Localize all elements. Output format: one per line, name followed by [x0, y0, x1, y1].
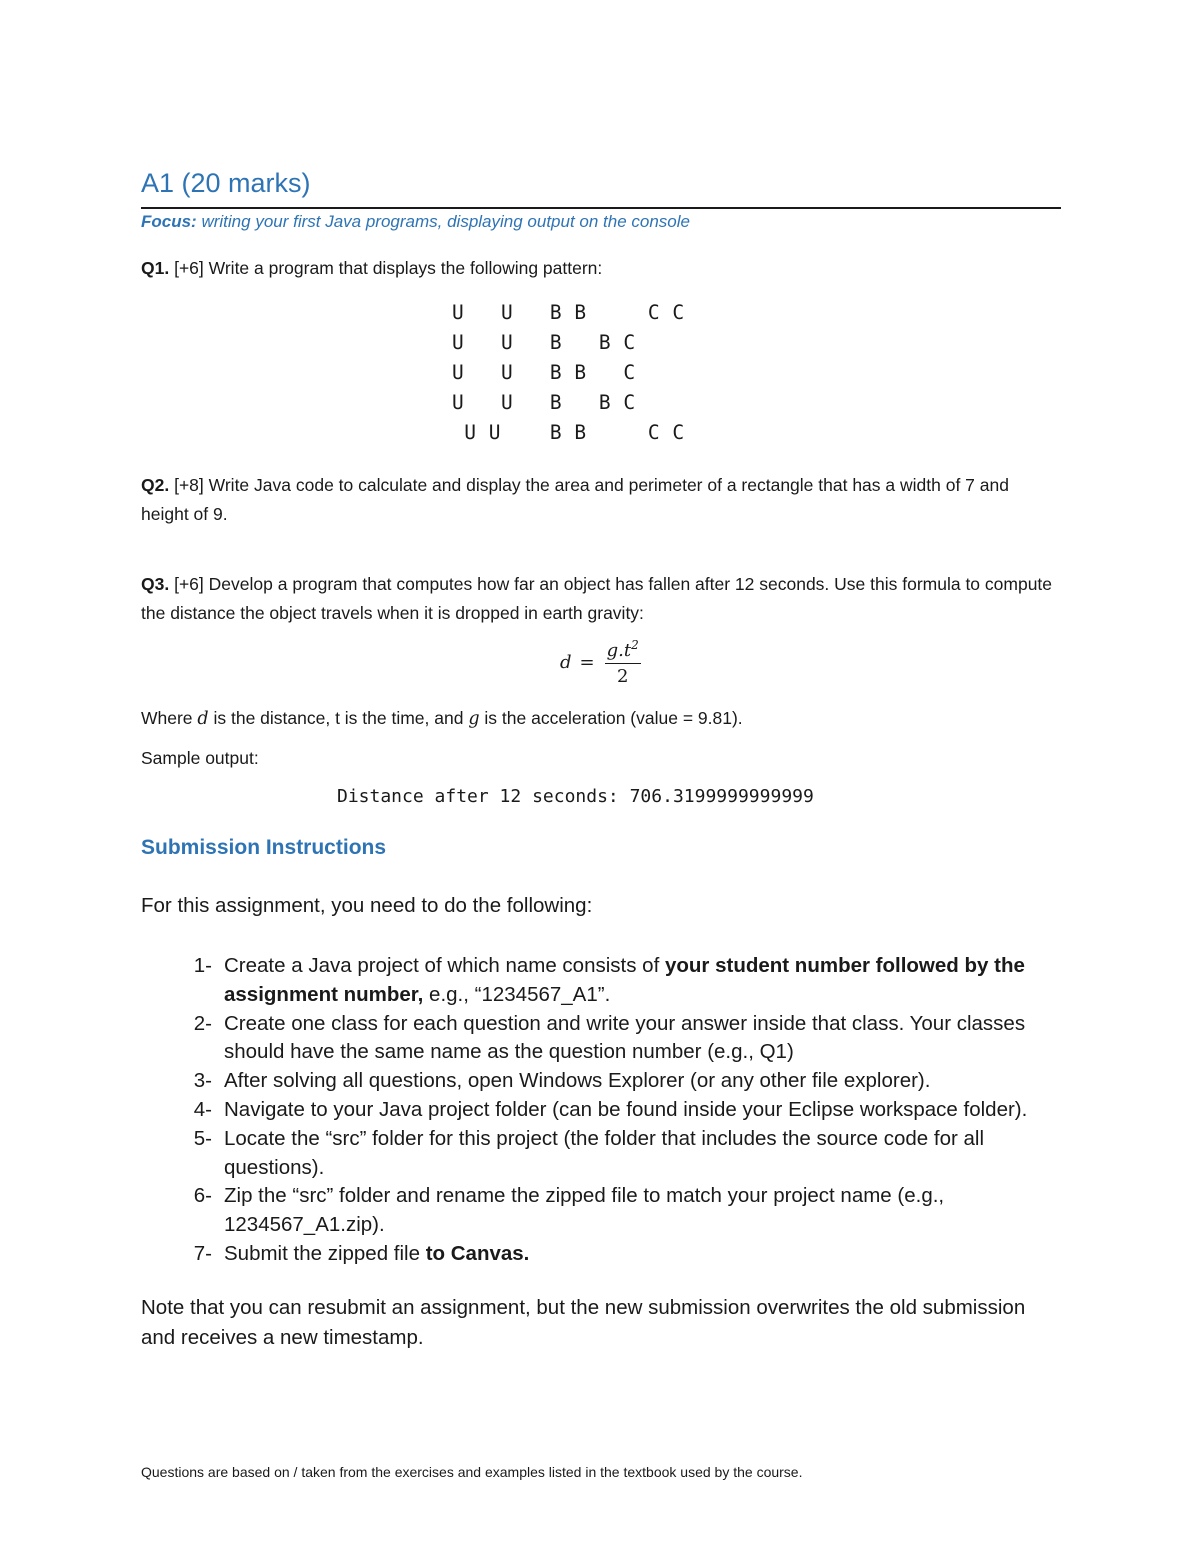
submission-intro: For this assignment, you need to do the following:	[141, 894, 593, 917]
step-text-part: e.g., “1234567_A1”.	[423, 982, 611, 1006]
submission-steps	[141, 952, 1061, 1269]
focus-line	[141, 212, 690, 232]
formula-numerator	[605, 638, 641, 664]
list-item	[141, 952, 1061, 1010]
q2-label: Q2.	[141, 475, 170, 495]
pattern-row: U U B B C C	[452, 301, 685, 324]
list-item	[141, 1067, 1061, 1096]
step-number: 1-	[193, 954, 212, 977]
step-text: Navigate to your Java project folder (can be found inside your Eclipse workspace folder).	[224, 1097, 1028, 1121]
title-divider	[141, 207, 1061, 209]
where-text: is the acceleration (value = 9.81).	[479, 708, 743, 728]
formula-exponent: 2	[631, 638, 639, 652]
q2-text: Write Java code to calculate and display the area and perimeter of a rectangle that has a width of 7 and height of 9.	[141, 475, 1009, 524]
distance-formula	[560, 638, 641, 687]
list-item	[141, 1010, 1061, 1068]
sample-output: Distance after 12 seconds: 706.3199999999999	[337, 786, 814, 807]
q3-marks: [+6]	[174, 574, 204, 594]
formula-equals: =	[579, 652, 595, 673]
step-text: Create one class for each question and write your answer inside that class. Your classes should have the same name as the question number (e.g., Q1)	[224, 1011, 1026, 1064]
q2-marks: [+8]	[174, 475, 204, 495]
step-number: 2-	[193, 1011, 212, 1035]
focus-label: Focus:	[141, 212, 197, 231]
step-number: 7-	[193, 1241, 212, 1265]
q1-text: Write a program that displays the following pattern:	[208, 258, 603, 278]
formula-lhs: d	[560, 652, 572, 673]
where-text: Where	[141, 708, 198, 728]
step-text: Locate the “src” folder for this project (the folder that includes the source code for all questions).	[224, 1126, 985, 1179]
formula-explanation	[141, 704, 743, 734]
page-footer: Questions are based on / taken from the exercises and examples listed in the textbook used by the course.	[141, 1464, 803, 1480]
var-d: d	[197, 709, 209, 729]
list-item	[141, 1125, 1061, 1183]
step-text-part: Submit the zipped file	[224, 1241, 426, 1265]
q1-label: Q1.	[141, 258, 170, 278]
q3-label: Q3.	[141, 574, 170, 594]
step-text: Zip the “src” folder and rename the zipped file to match your project name (e.g., 1234567_A1.zip).	[224, 1184, 945, 1237]
step-text	[224, 1240, 1061, 1269]
step-number: 4-	[193, 1097, 212, 1121]
step-text-part: Create a Java project of which name consists of	[224, 954, 665, 977]
step-number: 5-	[193, 1126, 212, 1150]
step-bold-part: to Canvas.	[425, 1241, 530, 1265]
focus-text: writing your first Java programs, displaying output on the console	[201, 212, 690, 231]
pattern-row: U U B B C	[452, 361, 685, 384]
question-3	[141, 570, 1061, 628]
submission-heading: Submission Instructions	[141, 836, 387, 859]
q3-text: Develop a program that computes how far an object has fallen after 12 seconds. Use this formula to compute the distance the object travels when it is dropped in earth gravity:	[141, 574, 1053, 623]
step-number: 6-	[193, 1184, 212, 1208]
step-number: 3-	[193, 1069, 212, 1093]
where-text: is the distance, t is the time, and	[208, 708, 469, 728]
formula-denominator: 2	[616, 666, 629, 687]
list-item	[141, 1240, 1061, 1269]
pattern-row: U U B B C C	[452, 421, 685, 444]
formula-fraction	[605, 638, 641, 687]
question-2	[141, 471, 1061, 529]
question-1	[141, 254, 602, 283]
list-item	[141, 1182, 1061, 1240]
list-item	[141, 1096, 1061, 1125]
pattern-row: U U B B C	[452, 331, 685, 354]
q1-marks: [+6]	[174, 258, 204, 278]
numerator-text: g.t	[606, 640, 632, 661]
resubmission-note: Note that you can resubmit an assignment, but the new submission overwrites the old submission and receives a new timestamp.	[141, 1296, 1026, 1349]
step-text: After solving all questions, open Windows Explorer (or any other file explorer).	[224, 1069, 931, 1093]
step-bold-part: your student number followed by the assignment number,	[224, 954, 1025, 1006]
var-g: g	[468, 709, 480, 729]
sample-output-label: Sample output:	[141, 748, 259, 768]
pattern-row: U U B B C	[452, 391, 685, 414]
step-text	[224, 952, 1061, 1010]
page-title: A1 (20 marks)	[141, 168, 311, 198]
letter-pattern	[452, 298, 685, 448]
